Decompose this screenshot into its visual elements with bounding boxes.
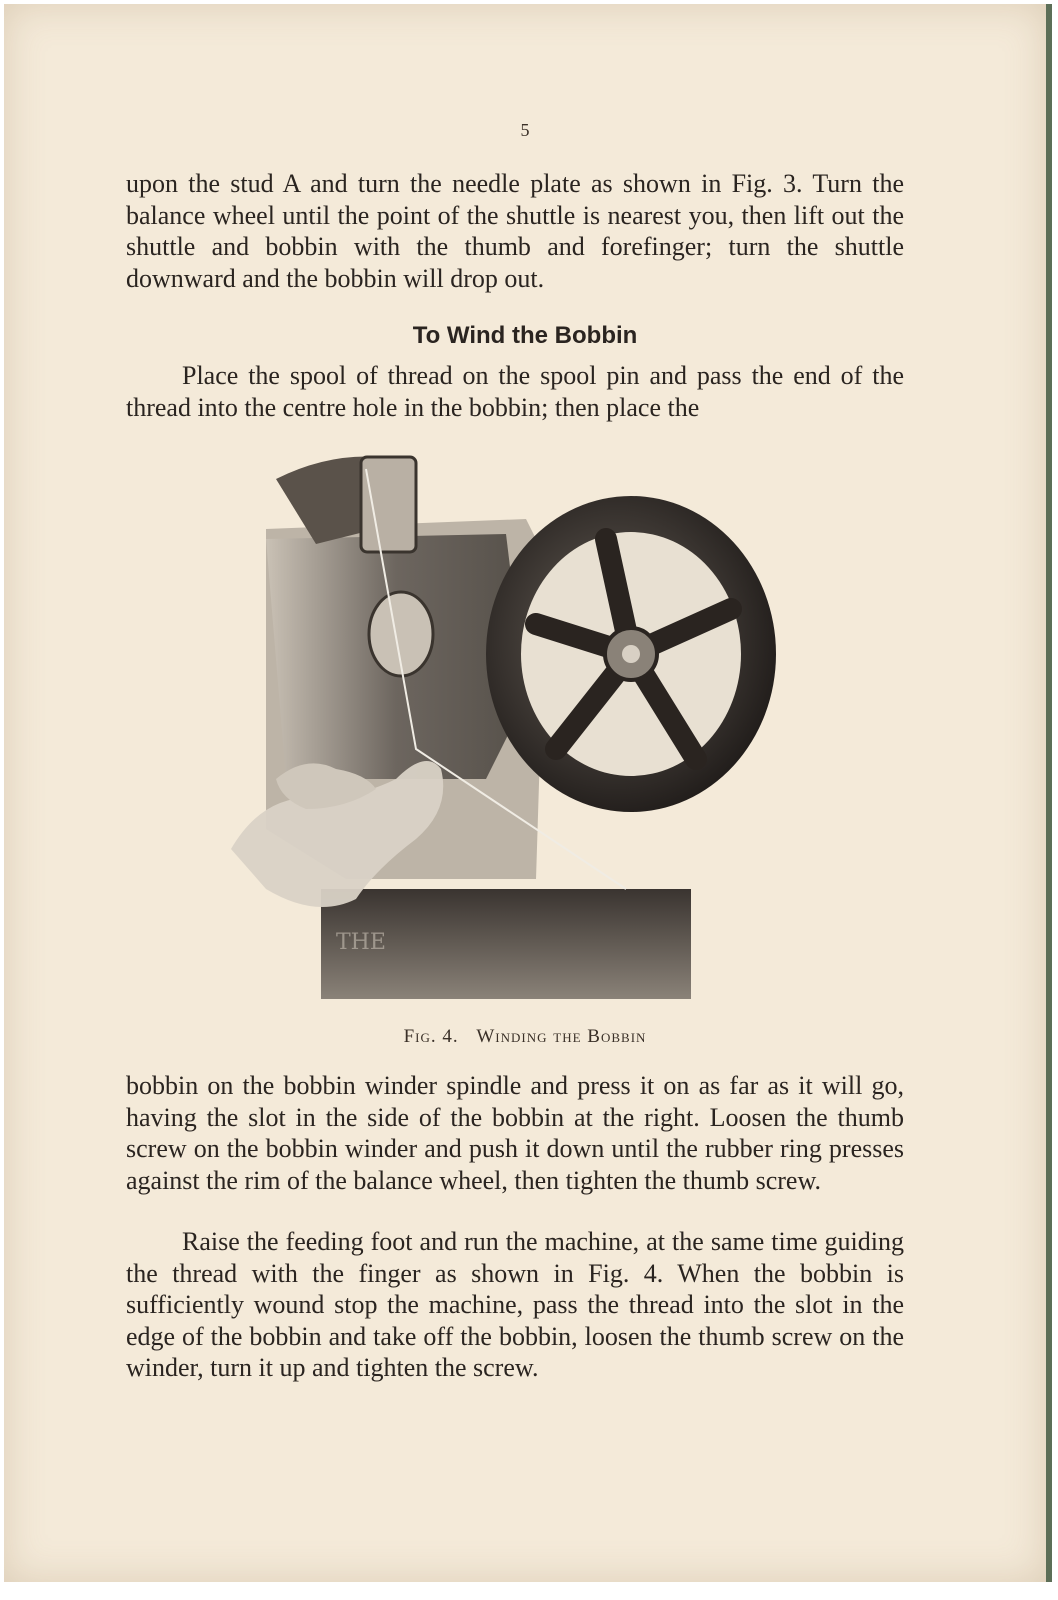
page-number: 5	[520, 120, 530, 140]
paragraph-shuttle-removal: upon the stud A and turn the needle plate as shown in Fig. 3. Turn the balance wheel until the point of the shuttle is nearest you, then lift out the shuttle and bobbin with the thumb and forefinger; turn the shuttle downward and the bobbin will drop out.	[126, 169, 904, 293]
svg-text:THE: THE	[336, 930, 386, 955]
figure-number: Fig. 4.	[403, 1026, 459, 1047]
sewing-machine-illustration	[226, 449, 786, 1014]
figure-caption	[4, 1026, 1046, 1048]
paragraph-winder-setup: bobbin on the bobbin winder spindle and press it on as far as it will go, having the slot in the side of the bobbin at the right. Loosen the thumb screw on the bobbin winder and push it down until the rubber ring presses against the rim of the balance wheel, then tighten the thumb screw.	[126, 1071, 904, 1195]
paragraph-wind-intro: Place the spool of thread on the spool pin and pass the end of the thread into the centre hole in the bobbin; then place the	[126, 361, 904, 422]
figure-title: Winding the Bobbin	[476, 1026, 647, 1047]
book-page	[4, 4, 1052, 1582]
paragraph-running-machine: Raise the feeding foot and run the machine, at the same time guiding the thread with the finger as shown in Fig. 4. When the bobbin is sufficiently wound stop the machine, pass the thread into the slot in the edge of the bobbin and take off the bobbin, loosen the thumb screw on the winder, turn it up and tighten the screw.	[126, 1227, 904, 1382]
section-heading: To Wind the Bobbin	[412, 322, 638, 349]
balance-wheel	[486, 496, 776, 812]
